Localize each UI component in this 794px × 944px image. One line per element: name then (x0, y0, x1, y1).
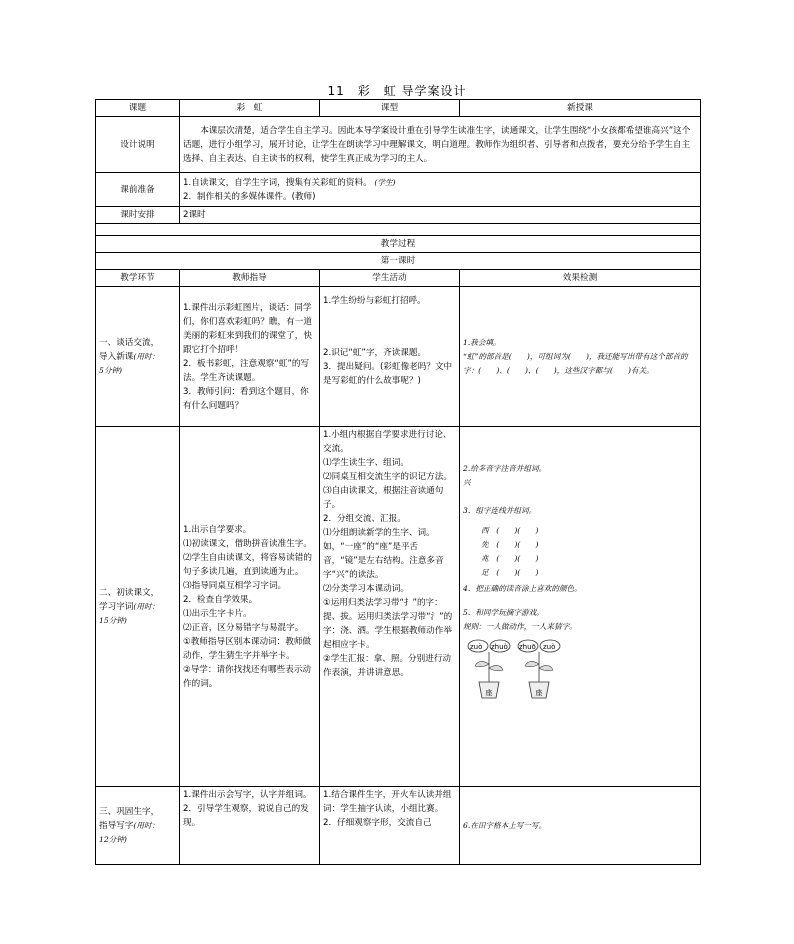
polyphone-char: 兴 (463, 478, 471, 487)
stage-3-teacher: 1.课件出示会写字，认字并组词。 2．引导学生观察，说说自己的发现。 (180, 787, 320, 865)
stage-1-label: 一、谈话交流， 导入新课(用时： 5分钟) (96, 287, 180, 427)
prep-item-2: 2．制作相关的多媒体课件。(教师) (183, 191, 316, 202)
header-topic-label: 课题 (96, 100, 180, 117)
process-label: 教学过程 (96, 236, 701, 253)
flower-pot-1: zuò zhuò 座 (467, 638, 511, 700)
design-text: 本课层次清楚，适合学生自主学习。因此本导学案设计重在引导学生读准生字，读通课文，让学生围绕“小女孩都希望谁高兴”这个话题，进行小组学习，展开讨论，让学生在朗读学习中理解课文，明白道理。教师作为组织者、引导者和点拨者，要充分给予学生自主选择、自主表达、自主读书的权利，使学生真正成为学习的主人。 (180, 117, 701, 173)
stage-3-effect: 6.在田字格本上写一写。 (460, 787, 701, 865)
stage-1-effect: 1.我会填。 “虹”的部首是( )，可组词为( )，我还能写出带有这个部首的字：( )、( )、( )，这些汉字都与( )有关。 (460, 287, 701, 427)
stage-2-student: 1.小组内根据自学要求进行讨论、交流。 ⑴学生读生字、组词。 ⑵同桌互相交流生字的识记方法。 ⑶自由读课文，根据注音读通句子。 2．分组交流、汇报。 ⑴分组朗读新学的生字、词。如，“一座”的“座”是平舌音，“镜”是左右结构。注意多音字“兴”的读法。 ⑵分类学习本课动词。 ①运用归类法学习带“扌”的字：提、拔。运用归类法学习带“氵”的字：浇、洒。学生根据教师动作举起相应字卡。 ②学生汇报：拿、照。分别进行动作表演，并讲讲意思。 (320, 427, 460, 787)
stage-2-effect: 2.给多音字注音并组词。 兴 3．组字连线并组词。 西 ( )( ) 先 ( )( ) 兆 ( )( ) 足 ( )( ) 4．把正确的读音涂上喜欢的颜色。 5．和同学玩摘字游戏。 规则：一人做动作，一人来猜字。 zuò zhuò 座 zhuō zuò 座 (460, 427, 701, 787)
document-title: 11 彩 虹 导学案设计 (327, 84, 467, 98)
prep-item-1: 1.自读课文，自学生字词，搜集有关彩虹的资料。 (183, 177, 372, 188)
stage-3-label: 三、巩固生字， 指导写字(用时： 12分钟) (96, 787, 180, 865)
stage-1-student: 1.学生纷纷与彩虹打招呼。 2.识记“虹”字，齐读课题。 3．提出疑问。(彩虹像老吗？文中是写彩虹的什么故事呢？) (320, 287, 460, 427)
header-topic-value: 彩 虹 (180, 100, 320, 117)
col-stage: 教学环节 (96, 270, 180, 287)
col-effect: 效果检测 (460, 270, 701, 287)
lesson-plan-table (95, 99, 701, 865)
prep-text (180, 173, 701, 207)
prep-label: 课前准备 (96, 173, 180, 207)
stage-3-student: 1.结合课件生字，开火车认读并组词：学生抽字认读，小组比赛。 2．仔细观察字形，交流自己 (320, 787, 460, 865)
flower-pots (467, 638, 697, 700)
header-type-label: 课型 (320, 100, 460, 117)
stage-2-teacher: 1.出示自学要求。 ⑴初读课文，借助拼音读准生字。 ⑵学生自由读课文，将容易读错的句子多读几遍，直到读通为止。 ⑶指导同桌互相学习字词。 2．检查自学效果。 ⑴出示生字卡片。 ⑵正音，区分易错字与易混字。 ①教师指导区别本课动词：教师做动作，学生猜生字并举字卡。 ②导学：请你找找还有哪些表示动作的词。 (180, 427, 320, 787)
stage-2-label: 二、初读课文， 学习字词(用时： 15分钟) (96, 427, 180, 787)
header-type-value: 新授课 (460, 100, 701, 117)
prep-item-1-note: (学生) (374, 177, 396, 187)
stage-1-teacher: 1.课件出示彩虹图片，谈话：同学们，你们喜欢彩虹吗？瞧，有一道美丽的彩虹来到我们的课堂了，快跟它打个招呼！ 2．板书彩虹，注意观察“虹”的写法。学生齐读课题。 3．教师引问：看到这个题目，你有什么问题吗？ (180, 287, 320, 427)
design-label: 设计说明 (96, 117, 180, 173)
time-value: 2课时 (180, 207, 701, 224)
col-student: 学生活动 (320, 270, 460, 287)
lesson-label: 第一课时 (96, 253, 701, 270)
time-label: 课时安排 (96, 207, 180, 224)
flower-pot-2: zhuō zuò 座 (517, 638, 561, 700)
match-list: 西 ( )( ) 先 ( )( ) 兆 ( )( ) 足 ( )( ) (481, 526, 539, 577)
col-teacher: 教师指导 (180, 270, 320, 287)
